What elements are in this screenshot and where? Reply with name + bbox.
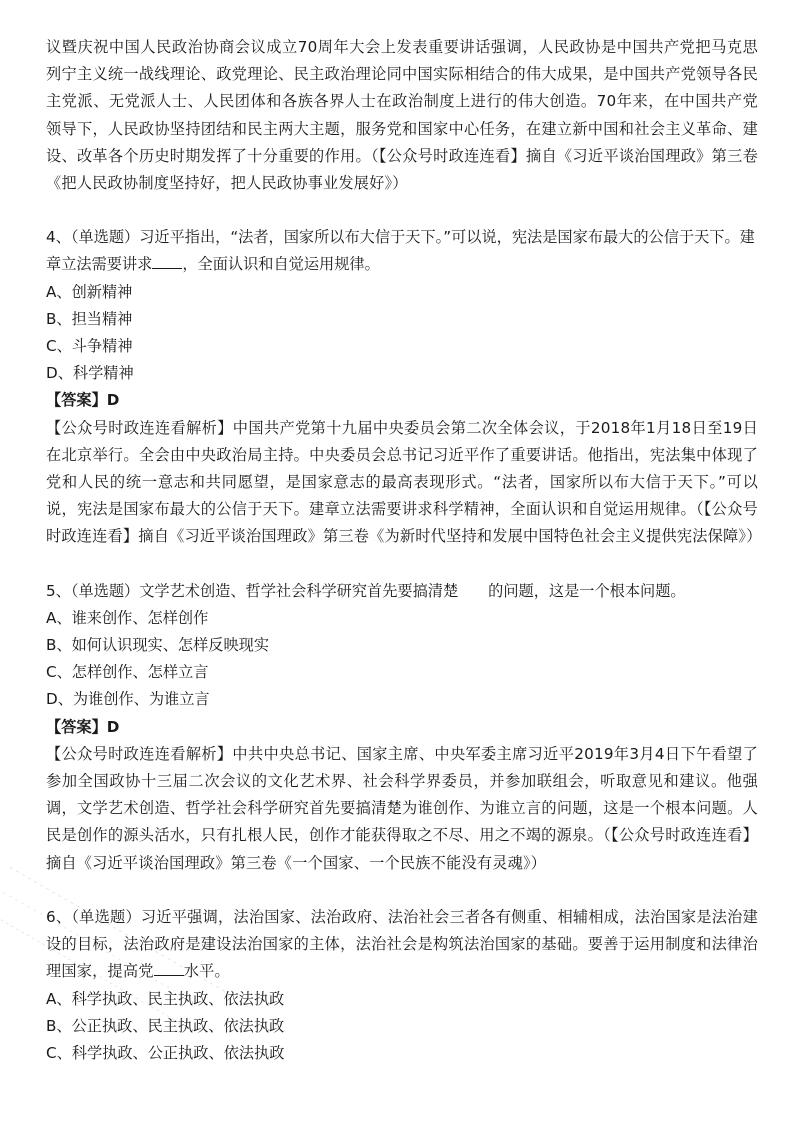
question-block — [46, 224, 762, 550]
question-block — [46, 904, 758, 1067]
answer-analysis: 【公众号时政连连看解析】中国共产党第十九届中央委员会第二次全体会议，于2018年1月18日至19日在北京举行。全会由中央政治局主持。中央委员会总书记习近平作了重要讲话。他指出，宪法集中体现了党和人民的统一意志和共同愿望，是国家意志的最高表现形式。“法者，国家所以布大信于天下。”可以说，宪法是国家布最大的公信于天下。建章立法需要讲求科学精神，全面认识和自觉运用规律。（【公众号时政连连看】摘自《习近平谈治国理政》第三卷《为新时代坚持和发展中国特色社会主义提供宪法保障》） — [46, 418, 762, 546]
question-stem-after: 的问题，这是一个根本问题。 — [488, 581, 686, 600]
answer-label: 【答案】D — [46, 717, 120, 736]
option-b: B、公正执政、民主执政、依法执政 — [46, 1016, 285, 1035]
document-page — [46, 34, 762, 1067]
spacer — [46, 197, 758, 224]
question-stem-after: 水平。 — [183, 962, 230, 981]
option-a: A、科学执政、民主执政、依法执政 — [46, 989, 285, 1008]
option-a: A、创新精神 — [46, 282, 133, 301]
option-c: C、斗争精神 — [46, 337, 133, 356]
question-stem-before: 5、（单选题）文学艺术创造、哲学社会科学研究首先要搞清楚 — [46, 581, 459, 600]
question-stem — [46, 904, 758, 986]
option-b: B、如何认识现实、怎样反映现实 — [46, 636, 270, 655]
spacer — [46, 877, 758, 904]
option-a: A、谁来创作、怎样创作 — [46, 608, 209, 627]
answer-analysis: 【公众号时政连连看解析】中共中央总书记、国家主席、中央军委主席习近平2019年3月4日下午看望了参加全国政协十三届二次会议的文化艺术界、社会科学界委员，并参加联组会，听取意见和建议。他强调，文学艺术创造、哲学社会科学研究首先要搞清楚为谁创作、为谁立言的问题，这是一个根本问题。人民是创作的源头活水，只有扎根人民，创作才能获得取之不尽、用之不竭的源泉。（【公众号时政连连看】摘自《习近平谈治国理政》第三卷《一个国家、一个民族不能没有灵魂》） — [46, 744, 758, 872]
question-stem — [46, 224, 758, 278]
question-stem-before: 6、（单选题）习近平强调，法治国家、法治政府、法治社会三者各有侧重、相辅相成，法治国家是法治建设的目标，法治政府是建设法治国家的主体，法治社会是构筑法治国家的基础。要善于运用制度和法律治理国家，提高党 — [46, 907, 758, 981]
question-stem — [46, 578, 758, 605]
option-d: D、科学精神 — [46, 364, 134, 383]
question-stem-before: 4、（单选题）习近平指出，“法者，国家所以布大信于天下。”可以说，宪法是国家布最大的公信于天下。建章立法需要讲求 — [46, 228, 755, 274]
option-b: B、担当精神 — [46, 309, 133, 328]
question-stem-after: ，全面认识和自觉运用规律。 — [182, 255, 380, 274]
answer-blank — [154, 959, 184, 976]
intro-paragraph: 议暨庆祝中国人民政治协商会议成立70周年大会上发表重要讲话强调，人民政协是中国共产党把马克思列宁主义统一战线理论、政党理论、民主政治理论同中国实际相结合的伟大成果，是中国共产党领导各民主党派、无党派人士、人民团体和各族各界人士在政治制度上进行的伟大创造。70年来，在中国共产党领导下，人民政协坚持团结和民主两大主题，服务党和国家中心任务，在建立新中国和社会主义革命、建设、改革各个历史时期发挥了十分重要的作用。（【公众号时政连连看】摘自《习近平谈治国理政》第三卷《把人民政协制度坚持好，把人民政协事业发展好》） — [46, 38, 758, 193]
option-c: C、科学执政、公正执政、依法执政 — [46, 1043, 285, 1062]
spacer — [46, 551, 758, 578]
option-d: D、为谁创作、为谁立言 — [46, 690, 210, 709]
question-block — [46, 578, 758, 877]
answer-blank — [152, 252, 182, 269]
option-c: C、怎样创作、怎样立言 — [46, 663, 209, 682]
answer-label: 【答案】D — [46, 391, 120, 410]
